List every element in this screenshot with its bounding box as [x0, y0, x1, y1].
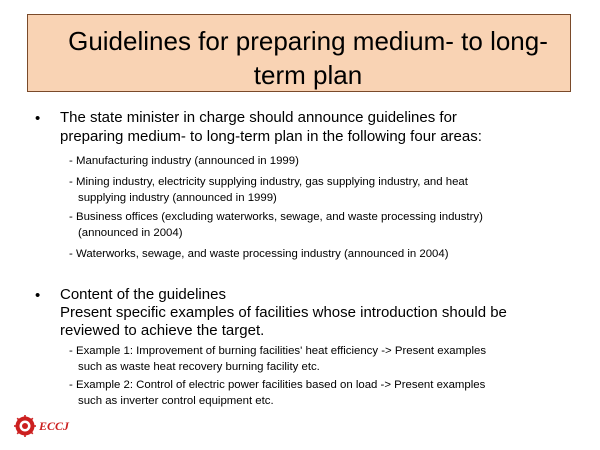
slide-title: Guidelines for preparing medium- to long-term plan	[68, 26, 548, 90]
section2-heading-line1: Content of the guidelines	[60, 286, 226, 303]
section2-item-2-cont: such as inverter control equipment etc.	[78, 395, 274, 407]
section2-item-1	[69, 343, 486, 359]
section1-item-3	[69, 209, 483, 225]
eccj-logo-text: ECCJ	[39, 419, 70, 433]
eccj-logo	[14, 415, 134, 439]
dash: -	[69, 248, 73, 260]
section1-item-2-cont: supplying industry (announced in 1999)	[78, 192, 277, 204]
section2-heading-line3: reviewed to achieve the target.	[60, 322, 265, 339]
section1-heading-line2: preparing medium- to long-term plan in the following four areas:	[60, 128, 482, 145]
dash: -	[69, 155, 73, 167]
item-text: Example 1: Improvement of burning facilities' heat efficiency -> Present examples	[76, 345, 487, 357]
section1-item-3-cont: (announced in 2004)	[78, 227, 183, 239]
item-text: Mining industry, electricity supplying industry, gas supplying industry, and heat	[76, 176, 468, 188]
dash: -	[69, 345, 73, 357]
eccj-logo-icon	[14, 415, 36, 437]
item-text: Manufacturing industry (announced in 1999)	[76, 155, 299, 167]
item-text: Example 2: Control of electric power facilities based on load -> Present examples	[76, 379, 486, 391]
item-text: Waterworks, sewage, and waste processing industry (announced in 2004)	[76, 248, 449, 260]
section2-heading-line2: Present specific examples of facilities whose introduction should be	[60, 304, 507, 321]
dash: -	[69, 379, 73, 391]
section1-item-2	[69, 174, 468, 190]
item-text: Business offices (excluding waterworks, sewage, and waste processing industry)	[76, 211, 483, 223]
section2-item-1-cont: such as waste heat recovery burning facility etc.	[78, 361, 320, 373]
bullet-2: •	[35, 287, 41, 304]
title-box	[27, 14, 571, 92]
section1-item-1	[69, 153, 299, 169]
section1-heading-line1: The state minister in charge should announce guidelines for	[60, 109, 457, 126]
dash: -	[69, 176, 73, 188]
section2-item-2	[69, 377, 485, 393]
section1-item-4	[69, 246, 449, 262]
dash: -	[69, 211, 73, 223]
bullet-1: •	[35, 110, 41, 127]
